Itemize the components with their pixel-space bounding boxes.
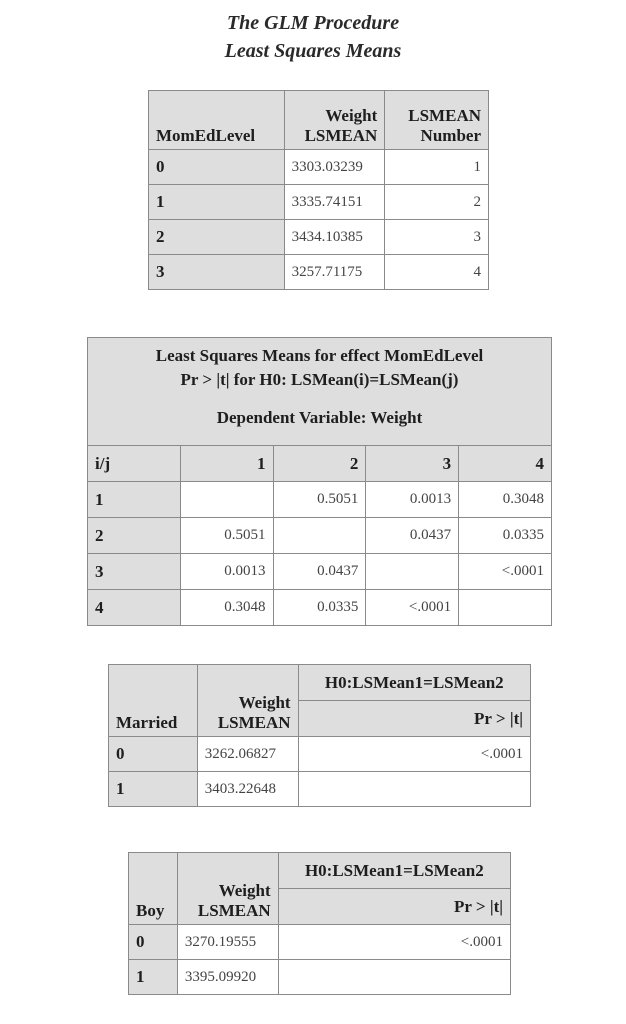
row-label: 1 (149, 185, 285, 220)
p-value-cell: 0.0437 (366, 518, 459, 554)
p-value-cell (459, 590, 552, 626)
table-row (109, 772, 531, 807)
p-value-cell (298, 772, 530, 807)
col-header-lsmean-number-line2: Number (420, 126, 481, 145)
col-header-lsmean-number-line1: LSMEAN (408, 106, 481, 125)
row-label: 3 (149, 255, 285, 290)
col-header-pvalue: Pr > |t| (278, 889, 510, 925)
p-value-cell: 0.5051 (273, 482, 366, 518)
col-header-weight-lsmean-line1: Weight (238, 693, 291, 712)
lsmean-value: 3434.10385 (284, 220, 385, 255)
col-header-momedlevel: MomEdLevel (149, 91, 285, 150)
col-header-weight-lsmean (177, 853, 278, 925)
p-value-cell: <.0001 (459, 554, 552, 590)
corner-header: i/j (88, 446, 181, 482)
row-label: 0 (109, 737, 198, 772)
row-label: 2 (149, 220, 285, 255)
table-row (88, 554, 552, 590)
lsmean-value: 3262.06827 (197, 737, 298, 772)
table-row (149, 255, 489, 290)
row-label: 1 (129, 960, 178, 995)
col-header-pvalue: Pr > |t| (298, 701, 530, 737)
lsmean-value: 3395.09920 (177, 960, 278, 995)
p-value-cell: 0.3048 (459, 482, 552, 518)
p-value-cell: <.0001 (298, 737, 530, 772)
col-header-weight-lsmean (284, 91, 385, 150)
row-label: 4 (88, 590, 181, 626)
col-header-hypothesis: H0:LSMean1=LSMean2 (298, 665, 530, 701)
p-value-cell: 0.0013 (366, 482, 459, 518)
col-header-hypothesis: H0:LSMean1=LSMean2 (278, 853, 510, 889)
p-value-cell: <.0001 (366, 590, 459, 626)
lsmean-boy-table (128, 852, 511, 995)
col-header-weight-lsmean-line2: LSMEAN (304, 126, 378, 145)
lsmean-number: 1 (385, 150, 489, 185)
table-row (88, 590, 552, 626)
p-value-cell (273, 518, 366, 554)
p-value-cell: 0.0335 (273, 590, 366, 626)
lsmean-number: 4 (385, 255, 489, 290)
table-row (149, 220, 489, 255)
p-value-cell (180, 482, 273, 518)
p-value-cell (366, 554, 459, 590)
lsmean-married-table (108, 664, 531, 807)
lsmean-number: 2 (385, 185, 489, 220)
lsmean-value: 3335.74151 (284, 185, 385, 220)
p-value-cell: 0.0013 (180, 554, 273, 590)
lsmean-value: 3303.03239 (284, 150, 385, 185)
table-row (88, 482, 552, 518)
row-label: 1 (109, 772, 198, 807)
p-value-cell: 0.0335 (459, 518, 552, 554)
col-header-j3: 3 (366, 446, 459, 482)
pairwise-pvalue-table (87, 337, 552, 626)
col-header-j4: 4 (459, 446, 552, 482)
row-label: 0 (149, 150, 285, 185)
lsmean-value: 3270.19555 (177, 925, 278, 960)
col-header-weight-lsmean-line2: LSMEAN (217, 713, 291, 732)
col-header-married: Married (109, 665, 198, 737)
p-value-cell: 0.0437 (273, 554, 366, 590)
table-row (149, 185, 489, 220)
lsmean-value: 3403.22648 (197, 772, 298, 807)
table-row (109, 737, 531, 772)
col-header-lsmean-number (385, 91, 489, 150)
col-header-weight-lsmean-line2: LSMEAN (197, 901, 271, 920)
p-value-cell: <.0001 (278, 925, 510, 960)
caption-effect: Least Squares Means for effect MomEdLevel (155, 346, 484, 365)
col-header-j2: 2 (273, 446, 366, 482)
p-value-cell: 0.5051 (180, 518, 273, 554)
p-value-cell (278, 960, 510, 995)
lsmean-momedlevel-table (148, 90, 489, 290)
p-value-cell: 0.3048 (180, 590, 273, 626)
row-label: 1 (88, 482, 181, 518)
col-header-weight-lsmean-line1: Weight (325, 106, 378, 125)
procedure-title: The GLM Procedure (226, 12, 400, 34)
col-header-weight-lsmean-line1: Weight (218, 881, 271, 900)
section-title: Least Squares Means (224, 40, 402, 62)
row-label: 0 (129, 925, 178, 960)
caption-hypothesis: Pr > |t| for H0: LSMean(i)=LSMean(j) (180, 370, 459, 389)
caption-dependent-variable: Dependent Variable: Weight (216, 408, 423, 427)
table-row (88, 518, 552, 554)
table-row (129, 960, 511, 995)
lsmean-number: 3 (385, 220, 489, 255)
comparison-caption (88, 338, 552, 446)
row-label: 3 (88, 554, 181, 590)
table-row (149, 150, 489, 185)
col-header-j1: 1 (180, 446, 273, 482)
lsmean-value: 3257.71175 (284, 255, 385, 290)
col-header-weight-lsmean (197, 665, 298, 737)
table-row (129, 925, 511, 960)
row-label: 2 (88, 518, 181, 554)
col-header-boy: Boy (129, 853, 178, 925)
